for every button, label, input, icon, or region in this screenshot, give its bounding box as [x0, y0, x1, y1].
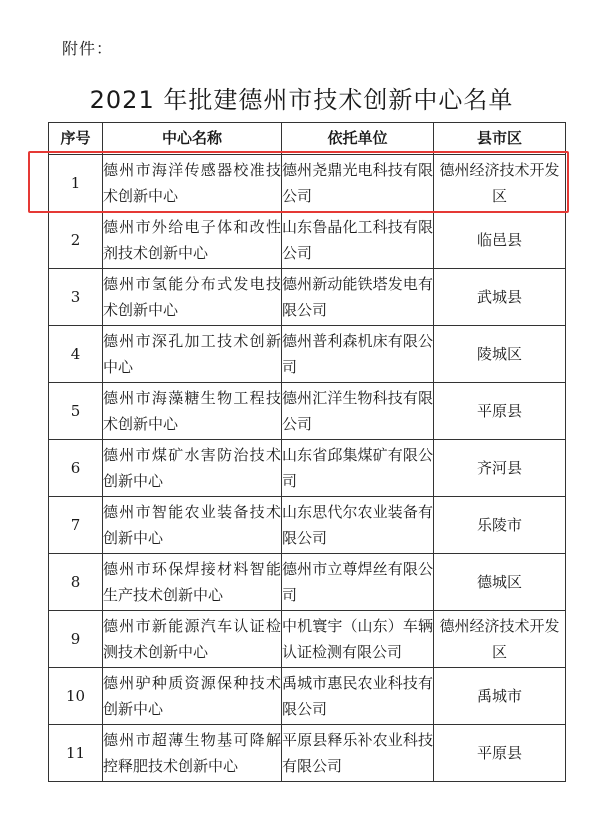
row-center-name: 德州市煤矿水害防治技术创新中心: [103, 440, 282, 497]
header-center-name: 中心名称: [103, 123, 282, 155]
row-county: 陵城区: [434, 326, 566, 383]
header-serial-number: 序号: [49, 123, 103, 155]
row-serial-number: 1: [49, 155, 103, 212]
row-county: 乐陵市: [434, 497, 566, 554]
row-county: 德州经济技术开发区: [434, 611, 566, 668]
table-row: [49, 326, 566, 383]
row-serial-number: 4: [49, 326, 103, 383]
table-row: [49, 440, 566, 497]
table-row: [49, 554, 566, 611]
row-host-unit: 德州汇洋生物科技有限公司: [282, 383, 434, 440]
row-serial-number: 9: [49, 611, 103, 668]
row-center-name: 德州市海藻糖生物工程技术创新中心: [103, 383, 282, 440]
innovation-center-table: [48, 122, 566, 782]
row-host-unit: 山东省邱集煤矿有限公司: [282, 440, 434, 497]
row-serial-number: 5: [49, 383, 103, 440]
row-host-unit: 平原县释乐补农业科技有限公司: [282, 725, 434, 782]
table-row: [49, 497, 566, 554]
table-row: [49, 155, 566, 212]
row-county: 平原县: [434, 383, 566, 440]
row-center-name: 德州市外给电子体和改性剂技术创新中心: [103, 212, 282, 269]
row-serial-number: 7: [49, 497, 103, 554]
row-serial-number: 10: [49, 668, 103, 725]
header-county: 县市区: [434, 123, 566, 155]
row-center-name: 德州市氢能分布式发电技术创新中心: [103, 269, 282, 326]
row-serial-number: 6: [49, 440, 103, 497]
row-serial-number: 8: [49, 554, 103, 611]
table-row: [49, 383, 566, 440]
table-row: [49, 725, 566, 782]
row-county: 临邑县: [434, 212, 566, 269]
row-center-name: 德州市超薄生物基可降解控释肥技术创新中心: [103, 725, 282, 782]
row-host-unit: 山东思代尔农业装备有限公司: [282, 497, 434, 554]
row-host-unit: 山东鲁晶化工科技有限公司: [282, 212, 434, 269]
row-center-name: 德州市智能农业装备技术创新中心: [103, 497, 282, 554]
table-row: [49, 668, 566, 725]
row-serial-number: 3: [49, 269, 103, 326]
row-host-unit: 德州新动能铁塔发电有限公司: [282, 269, 434, 326]
row-county: 齐河县: [434, 440, 566, 497]
row-county: 德州经济技术开发区: [434, 155, 566, 212]
table-row: [49, 611, 566, 668]
row-center-name: 德州驴种质资源保种技术创新中心: [103, 668, 282, 725]
row-center-name: 德州市深孔加工技术创新中心: [103, 326, 282, 383]
row-serial-number: 2: [49, 212, 103, 269]
row-serial-number: 11: [49, 725, 103, 782]
table-row: [49, 269, 566, 326]
attachment-label: 附件：: [62, 39, 114, 58]
row-county: 武城县: [434, 269, 566, 326]
row-host-unit: 德州普利森机床有限公司: [282, 326, 434, 383]
document-title: 2021 年批建德州市技术创新中心名单: [89, 86, 514, 114]
row-county: 禹城市: [434, 668, 566, 725]
row-county: 平原县: [434, 725, 566, 782]
row-host-unit: 德州市立尊焊丝有限公司: [282, 554, 434, 611]
table-header-row: [49, 123, 566, 155]
row-host-unit: 德州尧鼎光电科技有限公司: [282, 155, 434, 212]
row-host-unit: 禹城市惠民农业科技有限公司: [282, 668, 434, 725]
table-row: [49, 212, 566, 269]
row-center-name: 德州市环保焊接材料智能生产技术创新中心: [103, 554, 282, 611]
header-host-unit: 依托单位: [282, 123, 434, 155]
row-center-name: 德州市海洋传感器校准技术创新中心: [103, 155, 282, 212]
row-county: 德城区: [434, 554, 566, 611]
row-host-unit: 中机寰宇（山东）车辆认证检测有限公司: [282, 611, 434, 668]
row-center-name: 德州市新能源汽车认证检测技术创新中心: [103, 611, 282, 668]
